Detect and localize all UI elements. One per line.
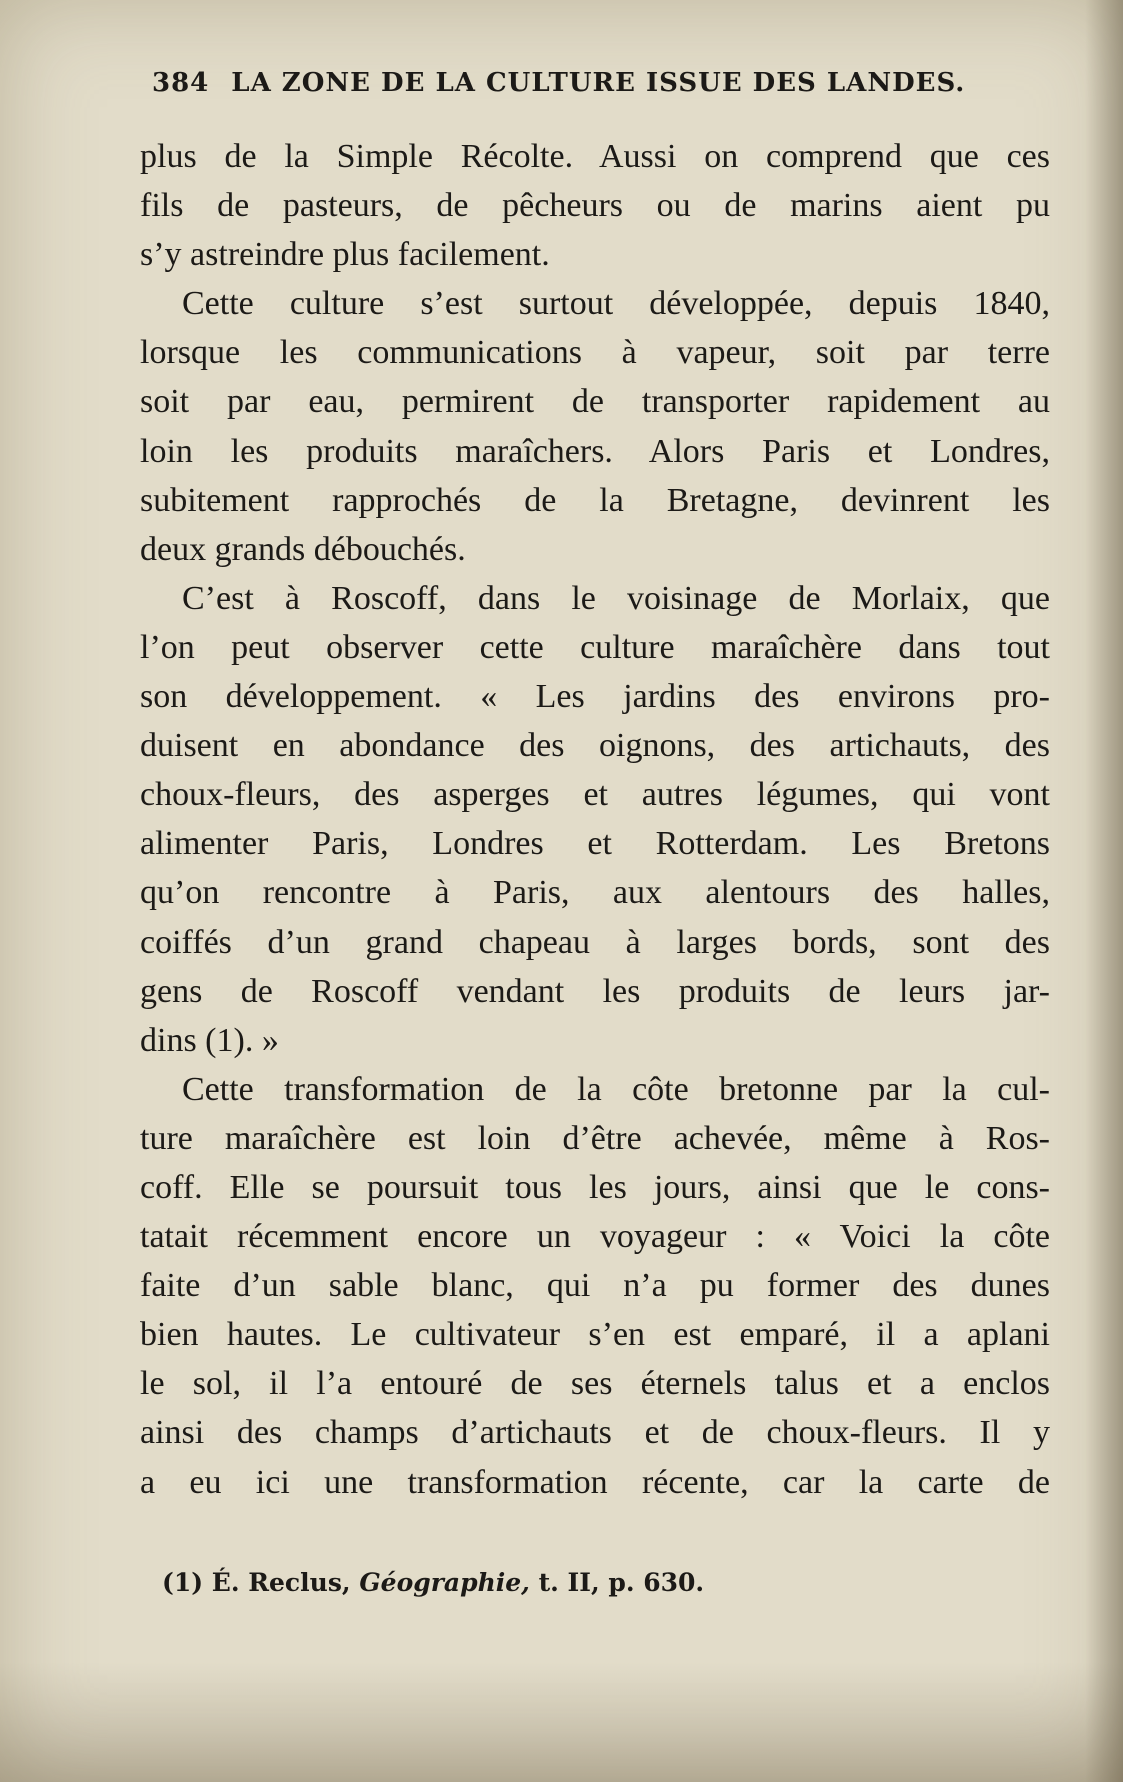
text-line: lorsque les communications à vapeur, soit par terre (140, 334, 1050, 372)
text-line: plus de la Simple Récolte. Aussi on comprend que ces (140, 138, 1050, 175)
text-line: tatait récemment encore un voyageur : « Voici la côte (140, 1218, 1050, 1256)
text-line: l’on peut observer cette culture maraîchère dans tout (140, 628, 1050, 666)
footnote-marker: (1) (162, 1568, 204, 1597)
text-line: faite d’un sable blanc, qui n’a pu former des dunes (140, 1267, 1050, 1305)
text-line: le sol, il l’a entouré de ses éternels talus et a enclos (140, 1365, 1050, 1403)
paragraph-start-line: C’est à Roscoff, dans le voisinage de Morlaix, que (182, 579, 1050, 617)
page-fold-shadow (1085, 0, 1123, 1782)
text-line: fils de pasteurs, de pêcheurs ou de marins aient pu (140, 187, 1050, 225)
paragraph-start-line: Cette transformation de la côte bretonne par la cul- (182, 1070, 1050, 1108)
footnote (162, 1568, 704, 1597)
text-line: ture maraîchère est loin d’être achevée, même à Ros- (140, 1119, 1050, 1157)
text-line: ainsi des champs d’artichauts et de choux-fleurs. Il y (140, 1414, 1050, 1452)
body-text (140, 132, 1050, 1507)
text-line: gens de Roscoff vendant les produits de leurs jar- (140, 972, 1050, 1010)
text-line: subitement rapprochés de la Bretagne, devinrent les (140, 481, 1050, 519)
text-line: bien hautes. Le cultivateur s’en est emparé, il a aplani (140, 1316, 1050, 1354)
running-title: LA ZONE DE LA CULTURE ISSUE DES LANDES. (231, 68, 966, 98)
running-head (152, 68, 982, 98)
page-bottom-shadow (0, 1662, 1123, 1782)
text-line: duisent en abondance des oignons, des artichauts, des (140, 727, 1050, 765)
text-line: dins (1). » (140, 1021, 279, 1059)
text-line: qu’on rencontre à Paris, aux alentours des halles, (140, 874, 1050, 912)
paragraph-start-line: Cette culture s’est surtout développée, depuis 1840, (182, 285, 1050, 323)
text-line: coff. Elle se poursuit tous les jours, ainsi que le cons- (140, 1168, 1050, 1206)
footnote-author: É. Reclus, (211, 1568, 351, 1597)
text-line: deux grands débouchés. (140, 530, 466, 568)
text-line: son développement. « Les jardins des environs pro- (140, 678, 1050, 716)
text-line: a eu ici une transformation récente, car la carte de (140, 1463, 1050, 1501)
text-line: soit par eau, permirent de transporter rapidement au (140, 383, 1050, 421)
text-line: choux-fleurs, des asperges et autres légumes, qui vont (140, 776, 1050, 814)
text-line: coiffés d’un grand chapeau à larges bords, sont des (140, 923, 1050, 961)
text-line: loin les produits maraîchers. Alors Paris et Londres, (140, 432, 1050, 470)
text-line: alimenter Paris, Londres et Rotterdam. Les Bretons (140, 825, 1050, 863)
footnote-work-title: Géographie, (359, 1568, 530, 1597)
text-line: s’y astreindre plus facilement. (140, 236, 550, 274)
page-number: 384 (152, 68, 210, 98)
footnote-reference: t. II, p. 630. (538, 1568, 705, 1597)
